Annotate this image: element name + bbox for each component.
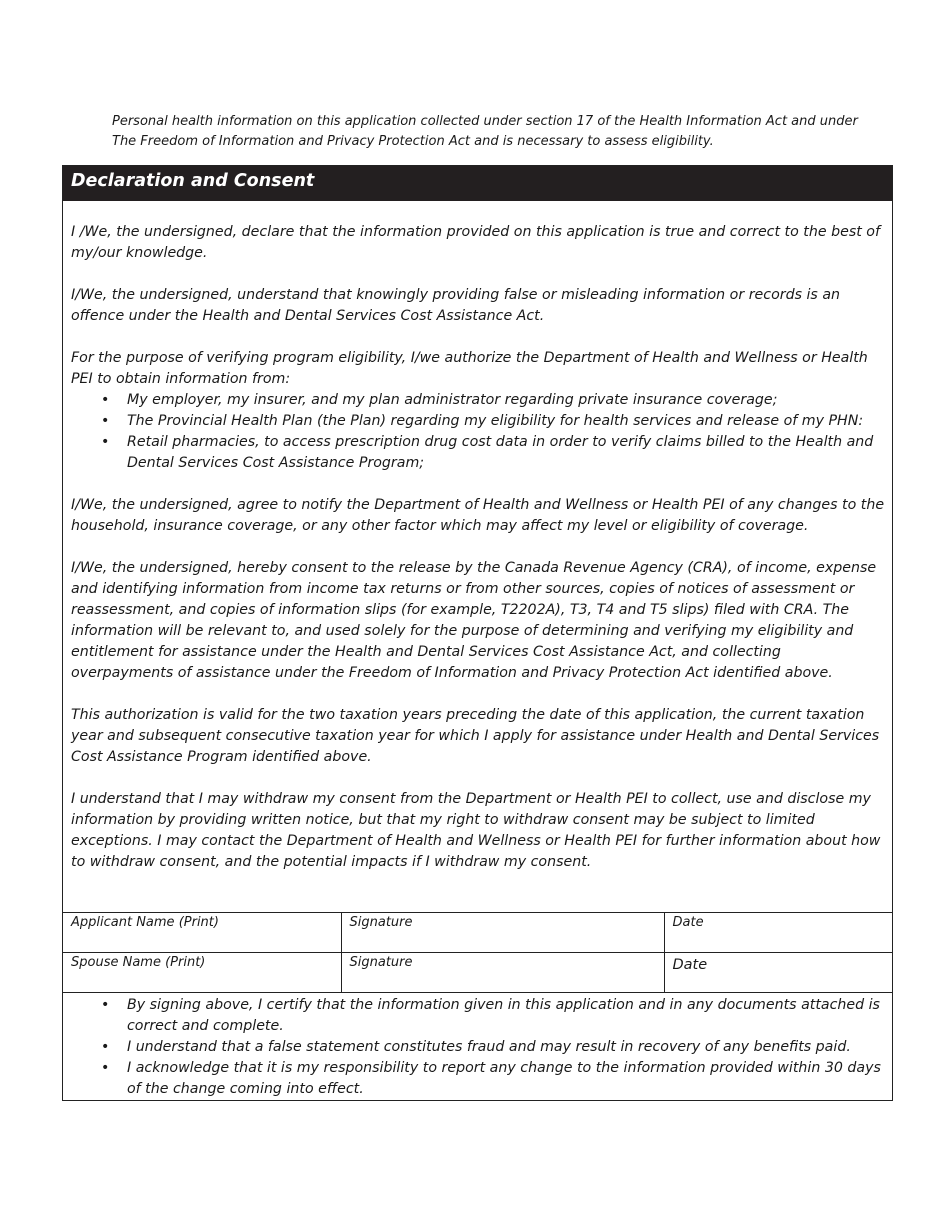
signature-table	[63, 912, 892, 993]
applicant-date-field[interactable]: Date	[664, 913, 892, 953]
cra-consent-paragraph: I/We, the undersigned, hereby consent to the release by the Canada Revenue Agency (CRA), of income, expense and identifying information from income tax returns or from other sources, copies of notices of assessment or reassessment, and copies of information slips (for example, T2202A), T3, T4 and T5 slips) filed with CRA. The information will be relevant to, and used solely for the purpose of determining and verifying my eligibility and entitlement for assistance under the Health and Dental Services Cost Assistance Act, and collecting overpayments of assistance under the Freedom of Information and Privacy Protection Act identified above.	[71, 560, 877, 681]
spouse-date-field[interactable]: Date	[664, 953, 892, 993]
list-item: • My employer, my insurer, and my plan administrator regarding private insurance coverage;	[71, 390, 885, 411]
information-sources-list	[71, 390, 885, 474]
table-row	[63, 953, 892, 993]
privacy-notice	[112, 112, 872, 152]
spouse-signature-field[interactable]: Signature	[341, 953, 664, 993]
table-row	[63, 913, 892, 953]
list-item: • I understand that a false statement constitutes fraud and may result in recovery of any benefits paid.	[71, 1037, 885, 1058]
withdraw-consent-paragraph: I understand that I may withdraw my consent from the Department or Health PEI to collect, use and disclose my information by providing written notice, but that my right to withdraw consent may be subject to limited exceptions. I may contact the Department of Health and Wellness or Health PEI for further information about how to withdraw consent, and the potential impacts if I withdraw my consent.	[71, 791, 881, 870]
declaration-body	[71, 222, 885, 894]
privacy-notice-line-2: The Freedom of Information and Privacy Protection Act and is necessary to assess eligibility.	[112, 134, 714, 149]
authorization-paragraph: For the purpose of verifying program eligibility, I/we authorize the Department of Health and Wellness or Health PEI to obtain information from:	[71, 350, 868, 387]
applicant-signature-field[interactable]: Signature	[341, 913, 664, 953]
list-item: • By signing above, I certify that the information given in this application and in any documents attached is correct and complete.	[71, 995, 885, 1037]
applicant-name-field[interactable]: Applicant Name (Print)	[63, 913, 341, 953]
declaration-paragraph: I /We, the undersigned, declare that the information provided on this application is true and correct to the best of my/our knowledge.	[71, 224, 880, 261]
privacy-notice-line-1: Personal health information on this application collected under section 17 of the Health Information Act and under	[112, 114, 858, 129]
list-item: • The Provincial Health Plan (the Plan) regarding my eligibility for health services and release of my PHN:	[71, 411, 885, 432]
certification-list	[71, 995, 885, 1100]
offence-paragraph: I/We, the undersigned, understand that knowingly providing false or misleading information or records is an offence under the Health and Dental Services Cost Assistance Act.	[71, 287, 841, 324]
declaration-consent-section	[62, 165, 893, 1101]
list-item: • Retail pharmacies, to access prescription drug cost data in order to verify claims billed to the Health and Dental Services Cost Assistance Program;	[71, 432, 885, 474]
list-item: • I acknowledge that it is my responsibility to report any change to the information provided within 30 days of the change coming into effect.	[71, 1058, 885, 1100]
section-title: Declaration and Consent	[63, 166, 892, 201]
notify-paragraph: I/We, the undersigned, agree to notify the Department of Health and Wellness or Health PEI of any changes to the household, insurance coverage, or any other factor which may affect my level or eligibility of coverage.	[71, 497, 885, 534]
spouse-name-field[interactable]: Spouse Name (Print)	[63, 953, 341, 993]
validity-paragraph: This authorization is valid for the two taxation years preceding the date of this application, the current taxation year and subsequent consecutive taxation year for which I apply for assistance under Health and Dental Services Cost Assistance Program identified above.	[71, 707, 880, 765]
